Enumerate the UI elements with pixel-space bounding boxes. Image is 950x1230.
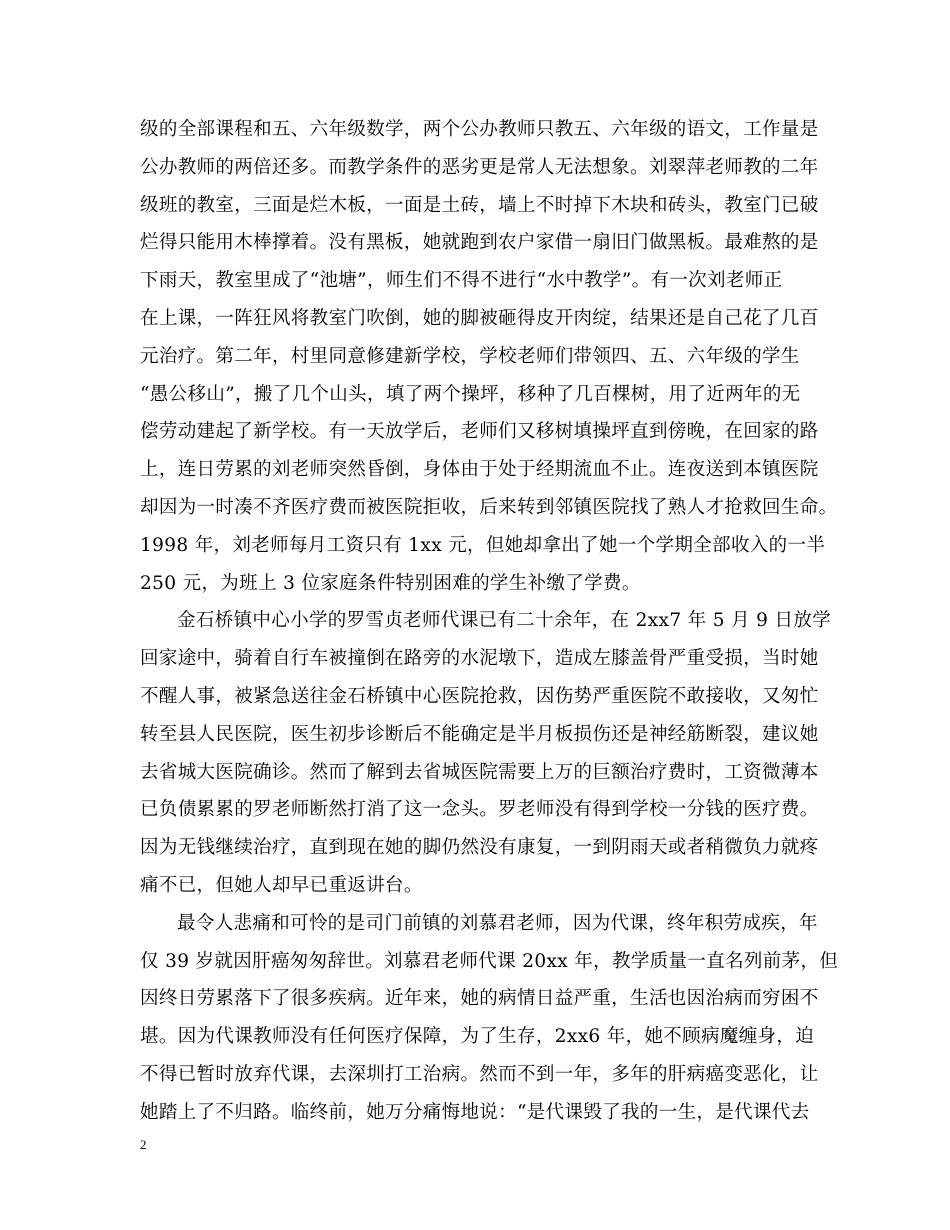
text-line: 不醒人事，被紧急送往金石桥镇中心医院抢救，因伤势严重医院不敢接收，又匆忙: [140, 685, 819, 707]
text-line: 1998 年，刘老师每月工资只有 1xx 元，但她却拿出了她一个学期全部收入的一半: [140, 534, 826, 556]
paragraph-first-line: 最令人悲痛和可怜的是司门前镇的刘慕君老师，因为代课，终年积劳成疾，年: [177, 912, 818, 934]
text-line: 仅 39 岁就因肝癌匆匆辞世。刘慕君老师代课 20xx 年，教学质量一直名列前茅，但: [140, 950, 839, 972]
text-line: 级的全部课程和五、六年级数学，两个公办教师只教五、六年级的语文，工作量是: [140, 119, 819, 140]
text-line: 因终日劳累落下了很多疾病。近年来，她的病情日益严重，生活也因治病而穷困不: [140, 988, 819, 1010]
text-line: 转至县人民医院，医生初步诊断后不能确定是半月板损伤还是神经筋断裂，建议她: [140, 723, 819, 745]
text-line: 偿劳动建起了新学校。有一天放学后，老师们又移树填操坪直到傍晚，在回家的路: [140, 421, 819, 443]
text-line: 上，连日劳累的刘老师突然昏倒，身体由于处于经期流血不止。连夜送到本镇医院: [140, 459, 819, 481]
text-line: 元治疗。第二年，村里同意修建新学校，学校老师们带领四、五、六年级的学生: [140, 345, 800, 367]
text-line: 在上课，一阵狂风将教室门吹倒，她的脚被砸得皮开肉绽，结果还是自己花了几百: [140, 307, 819, 329]
text-line: 级班的教室，三面是烂木板，一面是土砖，墙上不时掉下木块和砖头，教室门已破: [140, 194, 819, 216]
text-line: 堪。因为代课教师没有任何医疗保障，为了生存，2xx6 年，她不顾病魔缠身，迫: [140, 1026, 815, 1048]
text-line: 烂得只能用木棒撑着。没有黑板，她就跑到农户家借一扇旧门做黑板。最难熬的是: [140, 232, 819, 254]
paragraph-first-line: 金石桥镇中心小学的罗雪贞老师代课已有二十余年，在 2xx7 年 5 月 9 日放学: [177, 610, 832, 632]
text-line: 去省城大医院确诊。然而了解到去省城医院需要上万的巨额治疗费时，工资微薄本: [140, 761, 819, 783]
body-text: [140, 111, 839, 1132]
text-line: 已负债累累的罗老师断然打消了这一念头。罗老师没有得到学校一分钱的医疗费。: [140, 799, 819, 821]
text-line: 回家途中，骑着自行车被撞倒在路旁的水泥墩下，造成左膝盖骨严重受损，当时她: [140, 648, 819, 670]
text-line: 因为无钱继续治疗，直到现在她的脚仍然没有康复，一到阴雨天或者稍微负力就疼: [140, 837, 819, 859]
text-line: 下雨天，教室里成了“池塘”，师生们不得不进行“水中教学”。有一次刘老师正: [140, 270, 783, 292]
text-line: “愚公移山”，搬了几个山头，填了两个操坪，移种了几百棵树，用了近两年的无: [140, 383, 801, 405]
text-line: 她踏上了不归路。临终前，她万分痛悔地说：“是代课毁了我的一生，是代课代去: [140, 1101, 810, 1123]
text-line: 250 元，为班上 3 位家庭条件特别困难的学生补缴了学费。: [140, 572, 641, 594]
text-line: 却因为一时凑不齐医疗费而被医院拒收，后来转到邻镇医院找了熟人才抢救回生命。: [140, 496, 838, 518]
page-number: 2: [140, 1137, 147, 1152]
text-line: 痛不已，但她人却早已重返讲台。: [140, 874, 423, 896]
text-line: 不得已暂时放弃代课，去深圳打工治病。然而不到一年，多年的肝病癌变恶化，让: [140, 1063, 819, 1085]
text-line: 公办教师的两倍还多。而教学条件的恶劣更是常人无法想象。刘翠萍老师教的二年: [140, 156, 819, 178]
